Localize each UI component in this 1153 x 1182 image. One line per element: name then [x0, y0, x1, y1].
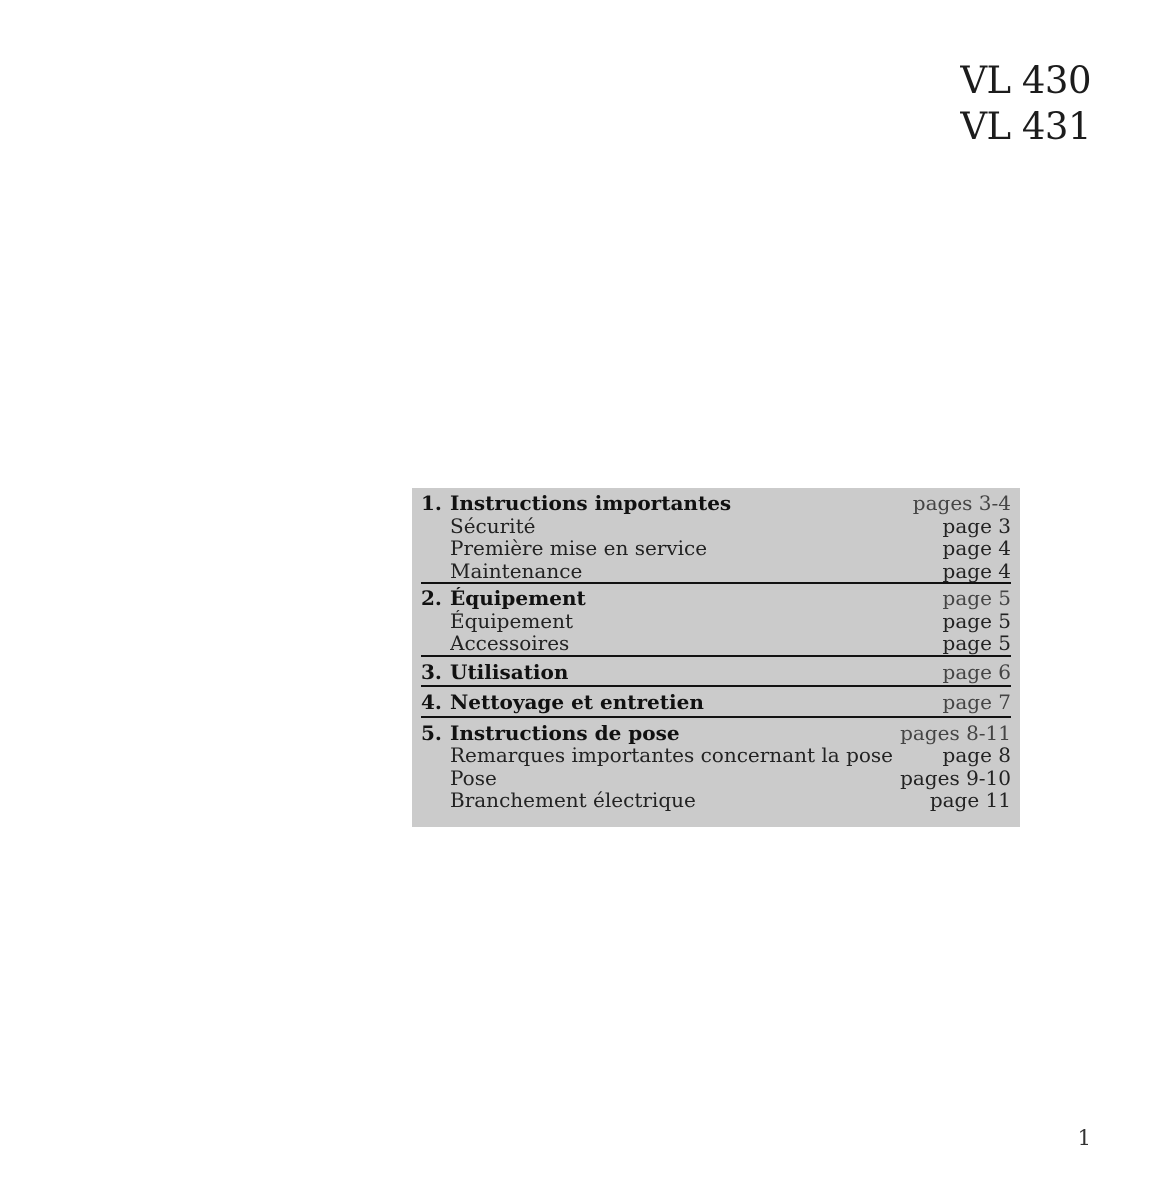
table-of-contents	[412, 488, 1020, 827]
toc-section-2	[421, 584, 1011, 657]
toc-heading-row	[421, 587, 1011, 610]
item-label: Remarques importantes concernant la pose	[450, 744, 894, 767]
toc-heading-row	[421, 722, 1011, 745]
item-page: pages 9-10	[900, 765, 1011, 790]
item-page: page 4	[942, 558, 1011, 583]
section-number: 4.	[421, 690, 442, 714]
model-number: VL 431	[960, 105, 1091, 148]
section-pages: pages 3-4	[912, 491, 1011, 515]
section-title: Instructions importantes	[450, 492, 732, 515]
item-page: page 5	[942, 631, 1011, 655]
section-number: 3.	[421, 659, 442, 684]
page-number: 1	[1077, 1126, 1091, 1150]
item-label: Branchement électrique	[450, 789, 696, 812]
item-label: Maintenance	[450, 559, 583, 582]
section-pages: page 7	[942, 690, 1011, 714]
toc-item-row	[421, 789, 1011, 812]
section-title: Équipement	[450, 587, 586, 610]
item-label: Équipement	[450, 609, 574, 632]
item-label: Pose	[450, 766, 497, 789]
toc-item-row	[421, 744, 1011, 767]
model-number: VL 430	[960, 59, 1091, 102]
section-number: 2.	[421, 586, 442, 610]
item-page: page 3	[942, 513, 1011, 538]
toc-section-1	[421, 492, 1011, 584]
section-pages: page 5	[942, 586, 1011, 610]
model-numbers	[960, 58, 1091, 150]
item-page: page 8	[942, 743, 1011, 767]
toc-section-5	[421, 718, 1011, 812]
toc-item-row	[421, 560, 1011, 583]
toc-heading-row	[421, 661, 1011, 684]
item-label: Accessoires	[450, 632, 570, 655]
toc-section-4	[421, 687, 1011, 718]
toc-item-row	[421, 632, 1011, 655]
section-title: Nettoyage et entretien	[450, 691, 704, 714]
item-page: page 4	[942, 536, 1011, 560]
section-number: 5.	[421, 720, 442, 745]
item-label: Sécurité	[450, 514, 536, 537]
section-number: 1.	[421, 491, 442, 515]
toc-item-row	[421, 537, 1011, 560]
item-label: Première mise en service	[450, 537, 708, 560]
item-page: page 5	[942, 608, 1011, 633]
toc-item-row	[421, 610, 1011, 633]
section-pages: page 6	[942, 659, 1011, 684]
toc-section-3	[421, 657, 1011, 688]
toc-item-row	[421, 767, 1011, 790]
toc-heading-row	[421, 691, 1011, 714]
section-title: Instructions de pose	[450, 721, 680, 744]
toc-item-row	[421, 515, 1011, 538]
item-page: page 11	[929, 788, 1011, 812]
section-title: Utilisation	[450, 660, 569, 683]
toc-heading-row	[421, 492, 1011, 515]
section-pages: pages 8-11	[900, 720, 1011, 745]
